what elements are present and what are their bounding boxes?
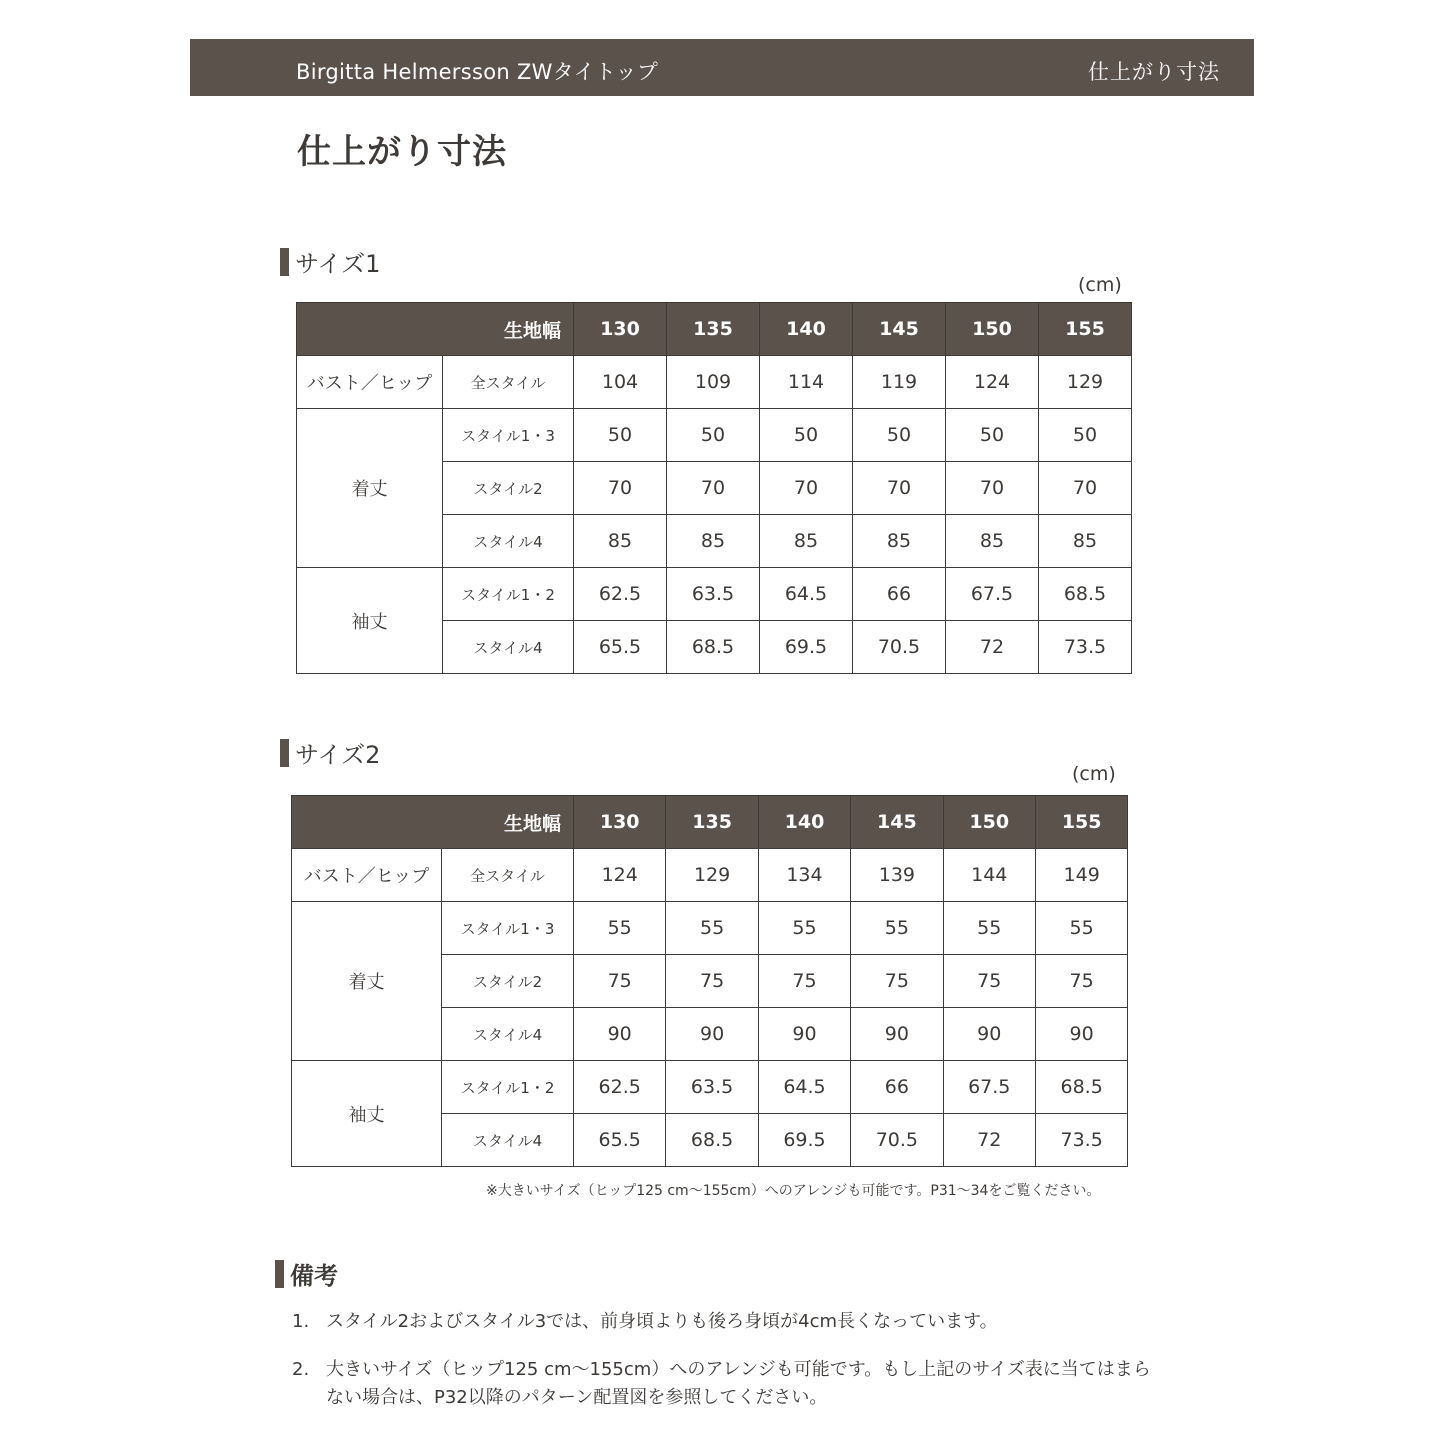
style-label: 全スタイル xyxy=(442,849,574,902)
table-note: ※大きいサイズ（ヒップ125 cm〜155cm）へのアレンジも可能です。P31〜34をご覧ください。 xyxy=(486,1183,1101,1199)
bust-hip-row xyxy=(292,849,1128,902)
style-label: スタイル2 xyxy=(442,955,574,1008)
value-cell: 85 xyxy=(760,515,853,568)
page-title: 仕上がり寸法 xyxy=(297,132,507,172)
fabric-width-column: 135 xyxy=(667,303,760,356)
value-cell: 90 xyxy=(574,1008,666,1061)
style-label: スタイル1・2 xyxy=(442,1061,574,1114)
value-cell: 50 xyxy=(667,409,760,462)
remark-text: スタイル2およびスタイル3では、前身頃よりも後ろ身頃が4cm長くなっています。 xyxy=(326,1311,998,1332)
size1-heading-text: サイズ1 xyxy=(295,250,381,278)
bust-hip-row xyxy=(297,356,1132,409)
value-cell: 55 xyxy=(1035,902,1127,955)
value-cell: 67.5 xyxy=(946,568,1039,621)
document-title: Birgitta Helmersson ZWタイトップ xyxy=(296,60,659,84)
remark-text: 大きいサイズ（ヒップ125 cm〜155cm）へのアレンジも可能です。もし上記のサイズ表に当てはまらない場合は、P32以降のパターン配置図を参照してください。 xyxy=(326,1359,1151,1408)
length-row xyxy=(292,902,1128,955)
fabric-width-column: 155 xyxy=(1039,303,1132,356)
remark-item xyxy=(292,1308,1152,1336)
value-cell: 63.5 xyxy=(666,1061,758,1114)
style-label: スタイル4 xyxy=(442,1008,574,1061)
value-cell: 72 xyxy=(946,621,1039,674)
bust-hip-label: バスト／ヒップ xyxy=(292,849,442,902)
fabric-width-column: 135 xyxy=(666,796,758,849)
value-cell: 75 xyxy=(758,955,850,1008)
value-cell: 129 xyxy=(1039,356,1132,409)
value-cell: 63.5 xyxy=(667,568,760,621)
value-cell: 55 xyxy=(758,902,850,955)
style-label: スタイル1・2 xyxy=(443,568,574,621)
fabric-width-label: 生地幅 xyxy=(292,796,574,849)
size2-table xyxy=(291,795,1128,1167)
value-cell: 114 xyxy=(760,356,853,409)
value-cell: 70 xyxy=(946,462,1039,515)
size2-heading xyxy=(280,735,380,770)
value-cell: 50 xyxy=(574,409,667,462)
value-cell: 69.5 xyxy=(758,1114,850,1167)
value-cell: 70 xyxy=(760,462,853,515)
page-header xyxy=(190,39,1254,96)
remarks-list xyxy=(292,1308,1152,1432)
sleeve-label: 袖丈 xyxy=(297,568,443,674)
value-cell: 64.5 xyxy=(760,568,853,621)
value-cell: 90 xyxy=(943,1008,1035,1061)
value-cell: 68.5 xyxy=(667,621,760,674)
value-cell: 85 xyxy=(946,515,1039,568)
value-cell: 73.5 xyxy=(1039,621,1132,674)
value-cell: 90 xyxy=(758,1008,850,1061)
value-cell: 70 xyxy=(853,462,946,515)
value-cell: 55 xyxy=(574,902,666,955)
style-label: 全スタイル xyxy=(443,356,574,409)
length-label: 着丈 xyxy=(292,902,442,1061)
value-cell: 134 xyxy=(758,849,850,902)
style-label: スタイル1・3 xyxy=(442,902,574,955)
sleeve-row xyxy=(297,568,1132,621)
length-label: 着丈 xyxy=(297,409,443,568)
value-cell: 50 xyxy=(853,409,946,462)
value-cell: 70 xyxy=(574,462,667,515)
size1-unit: (cm) xyxy=(1078,274,1122,296)
value-cell: 70.5 xyxy=(851,1114,943,1167)
value-cell: 85 xyxy=(1039,515,1132,568)
fabric-width-column: 140 xyxy=(760,303,853,356)
remark-number: 2. xyxy=(292,1359,310,1380)
value-cell: 129 xyxy=(666,849,758,902)
value-cell: 62.5 xyxy=(574,568,667,621)
value-cell: 75 xyxy=(851,955,943,1008)
value-cell: 75 xyxy=(1035,955,1127,1008)
value-cell: 62.5 xyxy=(574,1061,666,1114)
remark-item xyxy=(292,1356,1152,1412)
value-cell: 73.5 xyxy=(1035,1114,1127,1167)
value-cell: 68.5 xyxy=(666,1114,758,1167)
size1-table xyxy=(296,302,1132,674)
value-cell: 55 xyxy=(943,902,1035,955)
style-label: スタイル4 xyxy=(443,515,574,568)
value-cell: 65.5 xyxy=(574,1114,666,1167)
size2-heading-text: サイズ2 xyxy=(295,741,381,769)
heading-marker xyxy=(275,1260,284,1288)
fabric-width-column: 130 xyxy=(574,303,667,356)
heading-marker xyxy=(280,739,289,767)
value-cell: 70 xyxy=(667,462,760,515)
value-cell: 70 xyxy=(1039,462,1132,515)
value-cell: 66 xyxy=(851,1061,943,1114)
fabric-width-column: 145 xyxy=(853,303,946,356)
value-cell: 124 xyxy=(574,849,666,902)
value-cell: 69.5 xyxy=(760,621,853,674)
value-cell: 68.5 xyxy=(1039,568,1132,621)
remarks-heading-text: 備考 xyxy=(290,1262,338,1290)
sleeve-row xyxy=(292,1061,1128,1114)
style-label: スタイル2 xyxy=(443,462,574,515)
heading-marker xyxy=(280,248,289,276)
value-cell: 68.5 xyxy=(1035,1061,1127,1114)
value-cell: 139 xyxy=(851,849,943,902)
value-cell: 65.5 xyxy=(574,621,667,674)
value-cell: 149 xyxy=(1035,849,1127,902)
fabric-width-column: 150 xyxy=(946,303,1039,356)
bust-hip-label: バスト／ヒップ xyxy=(297,356,443,409)
value-cell: 144 xyxy=(943,849,1035,902)
value-cell: 75 xyxy=(943,955,1035,1008)
value-cell: 124 xyxy=(946,356,1039,409)
value-cell: 67.5 xyxy=(943,1061,1035,1114)
value-cell: 75 xyxy=(666,955,758,1008)
value-cell: 85 xyxy=(853,515,946,568)
value-cell: 85 xyxy=(574,515,667,568)
fabric-width-column: 145 xyxy=(851,796,943,849)
fabric-width-column: 155 xyxy=(1035,796,1127,849)
style-label: スタイル4 xyxy=(442,1114,574,1167)
fabric-width-label: 生地幅 xyxy=(297,303,574,356)
remarks-heading xyxy=(275,1256,338,1291)
fabric-width-column: 140 xyxy=(758,796,850,849)
fabric-width-column: 150 xyxy=(943,796,1035,849)
header-row xyxy=(297,303,1132,356)
size2-unit: (cm) xyxy=(1072,763,1116,785)
style-label: スタイル4 xyxy=(443,621,574,674)
value-cell: 90 xyxy=(851,1008,943,1061)
length-row xyxy=(297,409,1132,462)
value-cell: 104 xyxy=(574,356,667,409)
value-cell: 55 xyxy=(666,902,758,955)
size1-heading xyxy=(280,244,380,279)
value-cell: 64.5 xyxy=(758,1061,850,1114)
value-cell: 50 xyxy=(1039,409,1132,462)
value-cell: 119 xyxy=(853,356,946,409)
value-cell: 70.5 xyxy=(853,621,946,674)
value-cell: 109 xyxy=(667,356,760,409)
style-label: スタイル1・3 xyxy=(443,409,574,462)
value-cell: 75 xyxy=(574,955,666,1008)
value-cell: 90 xyxy=(666,1008,758,1061)
value-cell: 50 xyxy=(760,409,853,462)
header-row xyxy=(292,796,1128,849)
value-cell: 72 xyxy=(943,1114,1035,1167)
value-cell: 90 xyxy=(1035,1008,1127,1061)
header-section-name: 仕上がり寸法 xyxy=(1088,60,1220,84)
value-cell: 55 xyxy=(851,902,943,955)
value-cell: 50 xyxy=(946,409,1039,462)
value-cell: 85 xyxy=(667,515,760,568)
value-cell: 66 xyxy=(853,568,946,621)
sleeve-label: 袖丈 xyxy=(292,1061,442,1167)
fabric-width-column: 130 xyxy=(574,796,666,849)
remark-number: 1. xyxy=(292,1311,310,1332)
